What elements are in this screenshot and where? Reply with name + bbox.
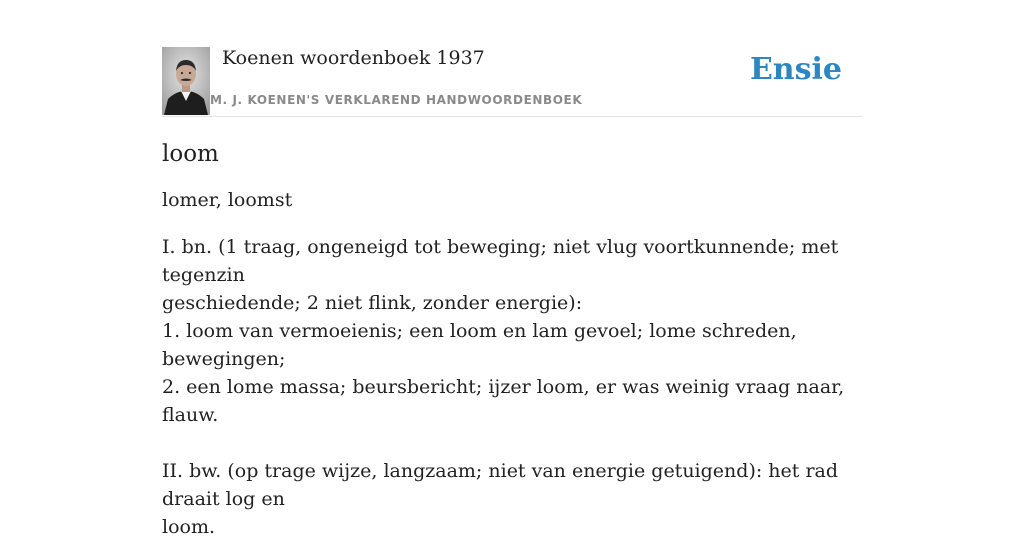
entry-headword: loom [162,141,219,167]
portrait-photo-icon [162,47,210,115]
entry-inflections: lomer, loomst [162,189,293,211]
adverb-line: II. bw. (op trage wijze, langzaam; niet van energie getuigend): het rad draait log en [162,460,839,510]
dictionary-title[interactable]: Koenen woordenboek 1937 [222,47,485,69]
paragraph-gap [162,429,862,457]
definition-line: 2. een lome massa; beursbericht; ijzer loom, er was weinig vraag naar, flauw. [162,376,845,426]
author-portrait-avatar [162,47,210,115]
dictionary-header [162,46,862,117]
definition-line: 1. loom van vermoeienis; een loom en lam gevoel; lome schreden, bewegingen; [162,320,797,370]
definition-line: I. bn. (1 traag, ongeneigd tot beweging; niet vlug voortkunnende; met tegenzin [162,236,839,286]
entry-definition [162,233,862,541]
adverb-line: loom. [162,516,216,538]
entry-content [162,134,862,541]
definition-line: geschiedende; 2 niet flink, zonder energie): [162,292,583,314]
ensie-logo-link[interactable]: Ensie [749,52,842,87]
dictionary-subtitle: M. J. KOENEN'S VERKLAREND HANDWOORDENBOEK [210,93,583,107]
